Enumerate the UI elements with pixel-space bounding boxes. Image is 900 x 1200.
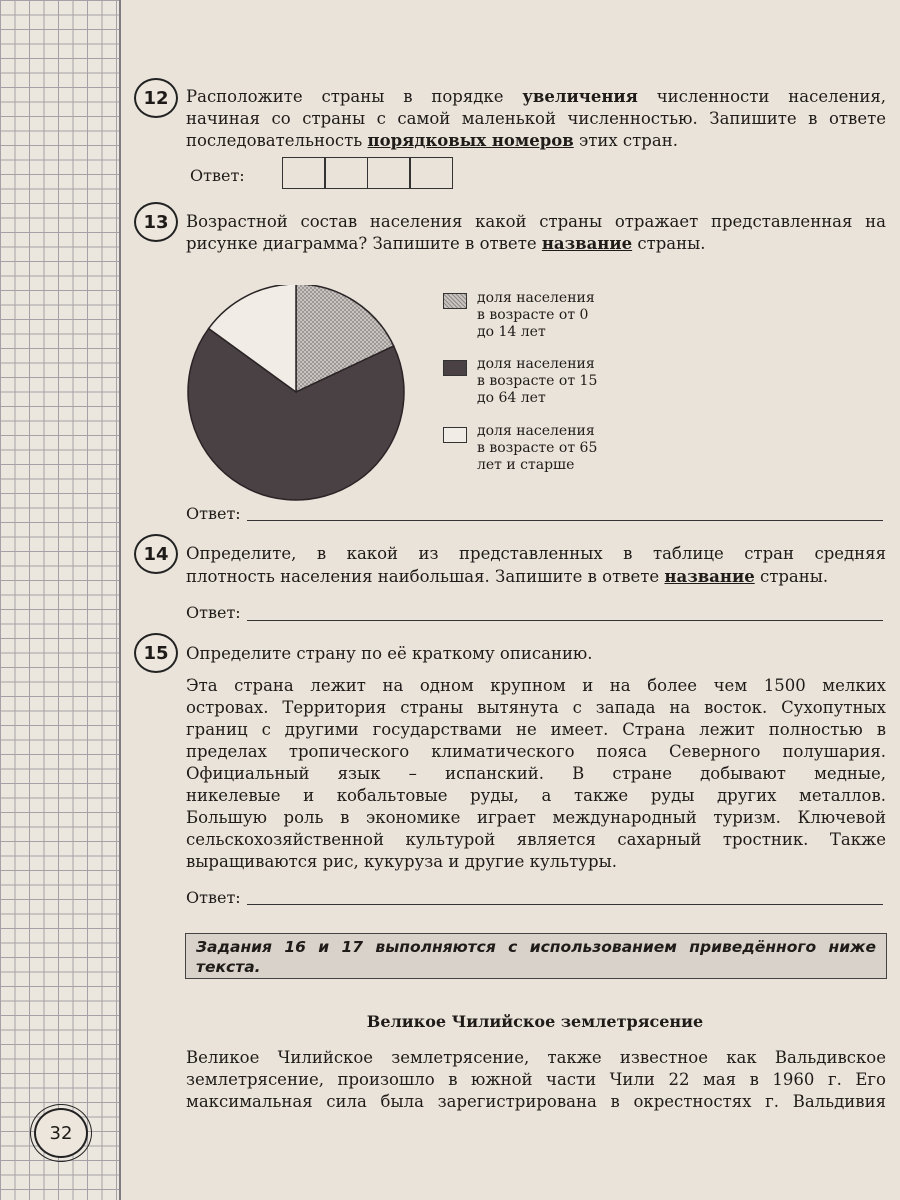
- question-14-line2: плотность населения наибольшая. Запишите в ответе название страны.: [186, 567, 829, 586]
- question-15-text-line: Официальный язык – испанский. В стране добывают медные,: [186, 764, 886, 783]
- reading-text-line: максимальная сила была зарегистрирована в окрестностях г. Вальдивия: [186, 1092, 886, 1111]
- answer-cell[interactable]: [282, 157, 326, 189]
- reading-text-title: Великое Чилийское землетрясение: [366, 1012, 704, 1031]
- question-14-number: 14: [134, 534, 178, 574]
- legend-label-65-plus: доля населения в возрасте от 65 лет и старше: [477, 423, 598, 473]
- legend-swatch-15-64: [443, 360, 467, 376]
- question-15-answer-line[interactable]: [247, 904, 883, 905]
- question-15-text-line: выращиваются рис, кукуруза и другие культуры.: [186, 852, 617, 871]
- question-15-text-line: островах. Территория страны вытянута с запада на восток. Сухопутных: [186, 698, 886, 717]
- question-15-text-line: Большую роль в экономике играет международный туризм. Ключевой: [186, 808, 886, 827]
- question-15-text-line: границ с другими государствами не имеет. Страна лежит полностью в: [186, 720, 886, 739]
- question-12-line2: начиная со страны с самой маленькой численностью. Запишите в ответе: [186, 109, 886, 128]
- reading-text-line: Великое Чилийское землетрясение, также известное как Вальдивское: [186, 1048, 886, 1067]
- grid-margin: [0, 0, 120, 1200]
- question-13-answer-line[interactable]: [247, 520, 883, 521]
- question-15-text-line: Эта страна лежит на одном крупном и на более чем 1500 мелких: [186, 676, 886, 695]
- question-15-number: 15: [134, 633, 178, 673]
- question-15-intro: Определите страну по её краткому описанию.: [186, 644, 593, 663]
- question-13-number: 13: [134, 202, 178, 242]
- question-15-text-line: сельскохозяйственной культурой является сахарный тростник. Также: [186, 830, 886, 849]
- question-13-answer-label: Ответ:: [186, 504, 241, 523]
- tasks-16-17-note-text: Задания 16 и 17 выполняются с использованием приведённого ниже текста.: [196, 938, 876, 976]
- question-12-line3: последовательность порядковых номеров этих стран.: [186, 131, 678, 150]
- question-15-answer-label: Ответ:: [186, 888, 241, 907]
- question-13-line1: Возрастной состав населения какой страны отражает представленная на: [186, 212, 886, 231]
- legend-swatch-0-14: [443, 293, 467, 309]
- page-number: 32: [34, 1108, 88, 1158]
- answer-cell[interactable]: [324, 157, 368, 189]
- age-structure-pie-chart: [180, 285, 420, 505]
- question-14-answer-label: Ответ:: [186, 603, 241, 622]
- tasks-16-17-note-box: [185, 933, 887, 979]
- question-12-number: 12: [134, 78, 178, 118]
- question-15-text-line: пределах тропического климатического пояса Северного полушария.: [186, 742, 886, 761]
- legend-swatch-65-plus: [443, 427, 467, 443]
- question-14-answer-line[interactable]: [247, 620, 883, 621]
- legend-label-0-14: доля населения в возрасте от 0 до 14 лет: [477, 290, 595, 340]
- legend-label-15-64: доля населения в возрасте от 15 до 64 лет: [477, 356, 598, 406]
- question-12-answer-cells[interactable]: [283, 157, 453, 189]
- question-14-line1: Определите, в какой из представленных в таблице стран средняя: [186, 544, 886, 563]
- question-12-answer-label: Ответ:: [190, 166, 245, 185]
- answer-cell[interactable]: [367, 157, 411, 189]
- question-15-text-line: никелевые и кобальтовые руды, а также руды других металлов.: [186, 786, 886, 805]
- question-13-line2: рисунке диаграмма? Запишите в ответе название страны.: [186, 234, 706, 253]
- answer-cell[interactable]: [409, 157, 453, 189]
- reading-text-line: землетрясение, произошло в южной части Чили 22 мая в 1960 г. Его: [186, 1070, 886, 1089]
- question-12-line1: Расположите страны в порядке увеличения численности населения,: [186, 87, 887, 106]
